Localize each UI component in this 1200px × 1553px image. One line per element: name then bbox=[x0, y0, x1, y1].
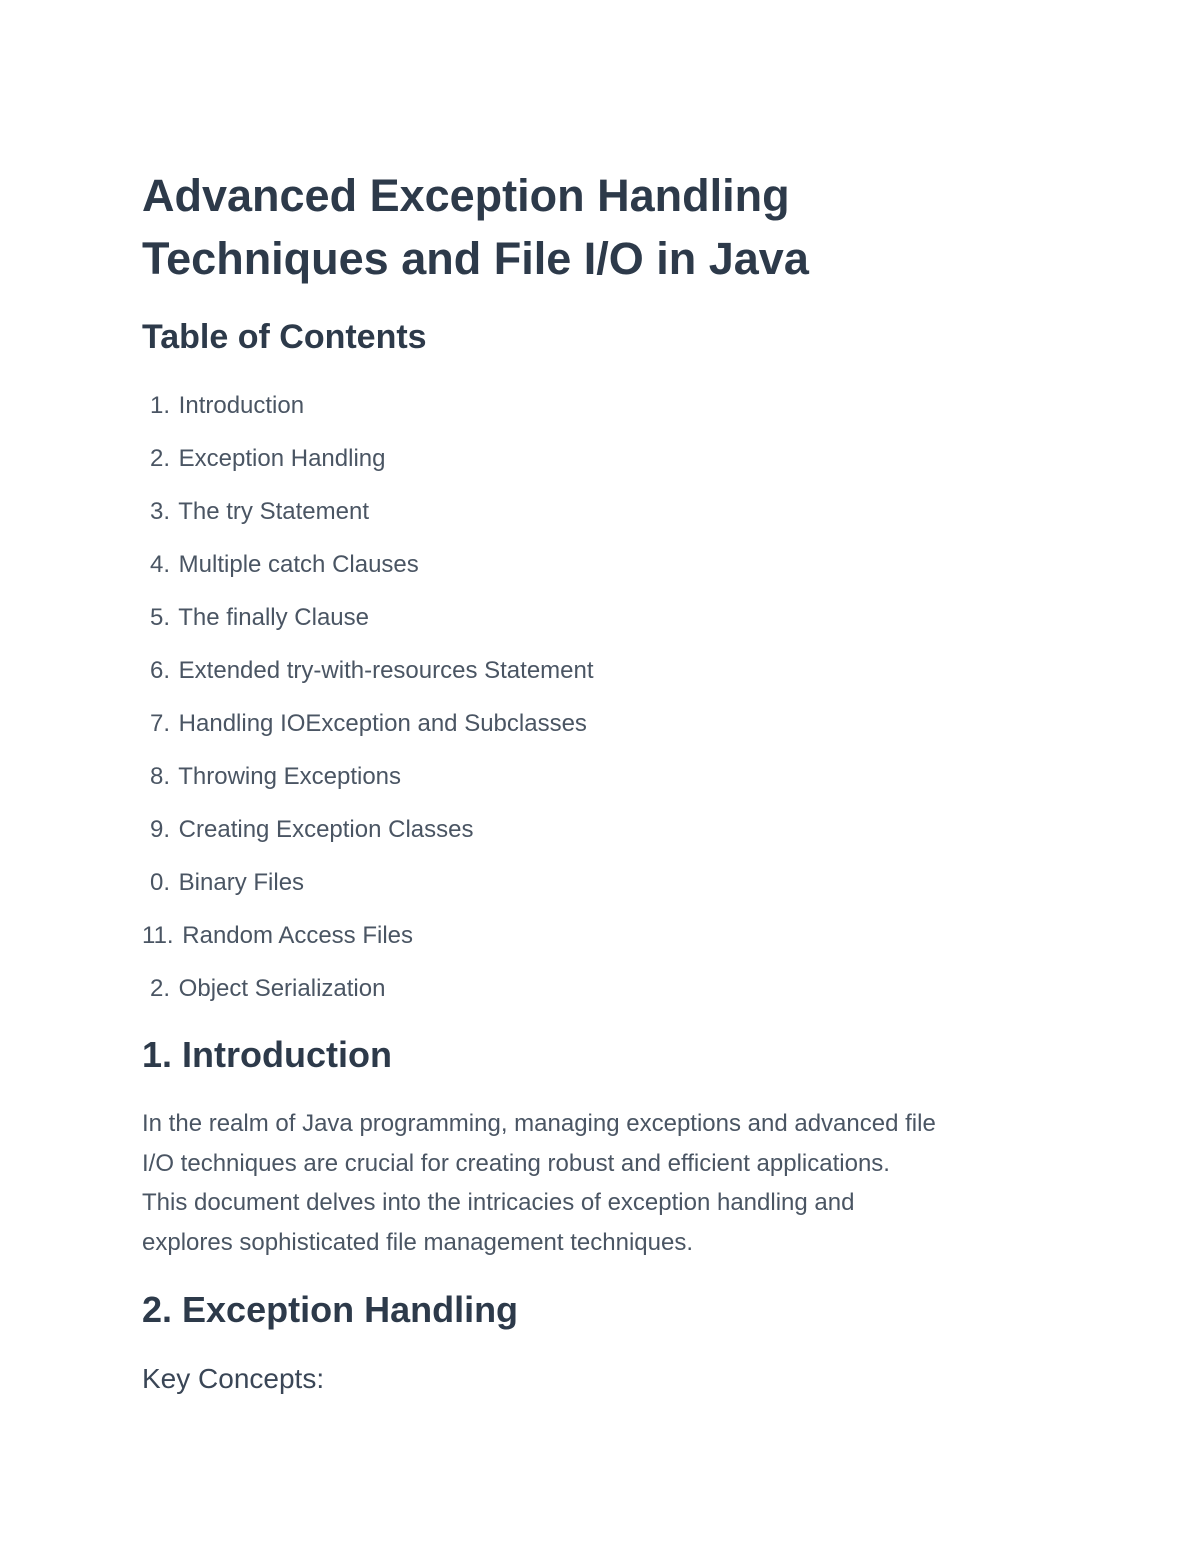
toc-item-number: 5. bbox=[149, 604, 170, 631]
title-line: Techniques and File I/O in Java bbox=[142, 233, 809, 284]
toc-item bbox=[142, 655, 594, 708]
toc-item-label: Object Serialization bbox=[178, 975, 386, 1002]
table-of-contents bbox=[142, 390, 594, 1026]
toc-item-number: 6. bbox=[149, 657, 170, 684]
toc-item-label: The finally Clause bbox=[178, 604, 369, 631]
toc-item-label: Handling IOException and Subclasses bbox=[178, 710, 587, 737]
toc-item bbox=[142, 708, 594, 761]
toc-item-label: Binary Files bbox=[178, 869, 305, 896]
toc-heading: Table of Contents bbox=[142, 318, 427, 356]
toc-item bbox=[142, 443, 594, 496]
toc-item-label: The try Statement bbox=[178, 498, 369, 525]
toc-item-label: Introduction bbox=[178, 392, 305, 419]
title-line: Advanced Exception Handling bbox=[142, 170, 790, 221]
toc-item-label: Exception Handling bbox=[178, 445, 386, 472]
toc-item bbox=[142, 496, 594, 549]
toc-item-label: Throwing Exceptions bbox=[178, 763, 402, 790]
toc-item bbox=[142, 549, 594, 602]
toc-item bbox=[142, 920, 594, 973]
paragraph-line: In the realm of Java programming, managing exceptions and advanced file bbox=[142, 1110, 936, 1137]
toc-item-number: 8. bbox=[149, 763, 170, 790]
toc-item bbox=[142, 814, 594, 867]
section-heading-exception-handling: 2. Exception Handling bbox=[142, 1289, 519, 1330]
toc-item-number: 2. bbox=[149, 975, 170, 1002]
paragraph-line: I/O techniques are crucial for creating robust and efficient applications. bbox=[142, 1149, 890, 1177]
toc-item-number: 2. bbox=[149, 445, 170, 472]
toc-item-label: Extended try-with-resources Statement bbox=[178, 657, 594, 684]
section-heading-introduction: 1. Introduction bbox=[142, 1034, 392, 1075]
toc-item bbox=[142, 973, 594, 1026]
toc-item-number: 11. bbox=[142, 922, 174, 949]
toc-item-label: Random Access Files bbox=[182, 922, 414, 949]
toc-item-number: 9. bbox=[149, 816, 170, 843]
toc-item-label: Creating Exception Classes bbox=[178, 816, 474, 843]
toc-item-number: 3. bbox=[149, 498, 170, 525]
introduction-paragraph bbox=[142, 1108, 936, 1266]
toc-item bbox=[142, 390, 594, 443]
paragraph-line: This document delves into the intricacies of exception handling and bbox=[142, 1189, 855, 1216]
toc-item-number: 7. bbox=[149, 710, 170, 737]
toc-item-label: Multiple catch Clauses bbox=[178, 551, 419, 578]
toc-item-number: 4. bbox=[149, 551, 170, 578]
toc-item-number: 1. bbox=[149, 392, 170, 419]
toc-item bbox=[142, 867, 594, 920]
toc-item-number: 0. bbox=[149, 869, 170, 896]
subheading-key-concepts: Key Concepts: bbox=[142, 1363, 325, 1394]
toc-item bbox=[142, 761, 594, 814]
document-title bbox=[142, 164, 809, 290]
toc-item bbox=[142, 602, 594, 655]
paragraph-line: explores sophisticated file management techniques. bbox=[142, 1228, 693, 1256]
